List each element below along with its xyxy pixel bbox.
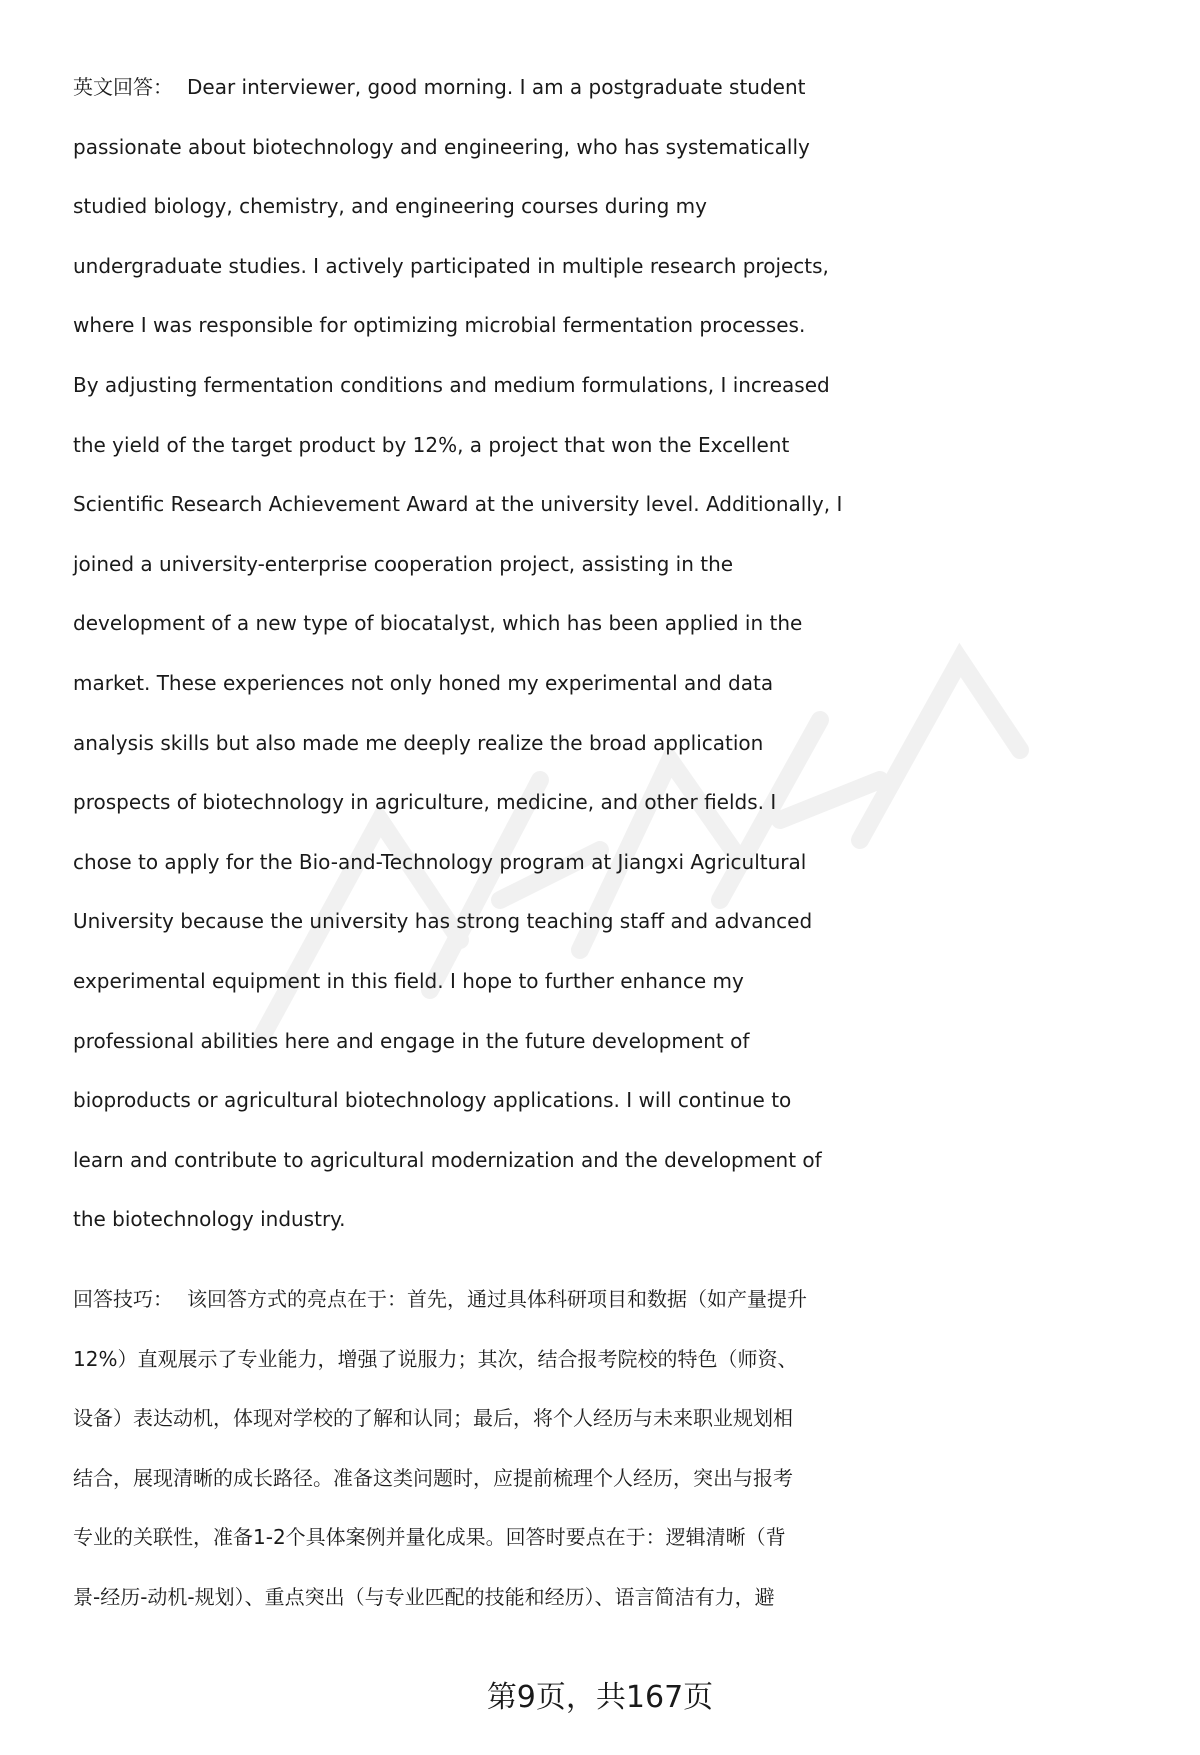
answer-line-text: Dear interviewer, good morning. I am a postgraduate student xyxy=(187,75,806,99)
tips-line: 景-经历-动机-规划）、重点突出（与专业匹配的技能和经历）、语言简洁有力，避 xyxy=(73,1584,775,1609)
answer-line: By adjusting fermentation conditions and medium formulations, I increased xyxy=(73,372,830,397)
tips-line: 设备）表达动机，体现对学校的了解和认同；最后，将个人经历与未来职业规划相 xyxy=(73,1406,793,1431)
answer-line: the biotechnology industry. xyxy=(73,1207,346,1232)
tips-label: 回答技巧： xyxy=(73,1287,173,1311)
answer-line: market. These experiences not only honed my experimental and data xyxy=(73,670,774,695)
tips-line: 结合，展现清晰的成长路径。准备这类问题时，应提前梳理个人经历，突出与报考 xyxy=(73,1465,793,1490)
answer-line: learn and contribute to agricultural modernization and the development of xyxy=(73,1147,822,1172)
answer-line: analysis skills but also made me deeply realize the broad application xyxy=(73,730,764,755)
tips-line-text: 该回答方式的亮点在于：首先，通过具体科研项目和数据（如产量提升 xyxy=(187,1287,807,1311)
answer-line: bioproducts or agricultural biotechnology applications. I will continue to xyxy=(73,1088,792,1113)
answer-line: joined a university-enterprise cooperation project, assisting in the xyxy=(73,551,734,576)
tips-line xyxy=(73,1270,1173,1330)
answer-line: experimental equipment in this field. I hope to further enhance my xyxy=(73,968,744,993)
english-answer-paragraph xyxy=(73,58,1173,1250)
tips-line: 12%）直观展示了专业能力，增强了说服力；其次，结合报考院校的特色（师资、 xyxy=(73,1346,798,1371)
answer-line: Scientific Research Achievement Award at the university level. Additionally, I xyxy=(73,492,843,517)
answer-line: passionate about biotechnology and engineering, who has systematically xyxy=(73,134,810,159)
page-number-footer: 第9页，共167页 xyxy=(486,1680,714,1715)
answer-line: undergraduate studies. I actively participated in multiple research projects, xyxy=(73,253,829,278)
answer-line: development of a new type of biocatalyst, which has been applied in the xyxy=(73,611,803,636)
answer-line: where I was responsible for optimizing microbial fermentation processes. xyxy=(73,313,806,338)
answer-line: the yield of the target product by 12%, a project that won the Excellent xyxy=(73,432,790,457)
answer-line xyxy=(73,58,1173,118)
answer-line: University because the university has strong teaching staff and advanced xyxy=(73,909,813,934)
answer-tips-paragraph xyxy=(73,1270,1173,1628)
answer-label: 英文回答： xyxy=(73,75,173,99)
answer-line: prospects of biotechnology in agriculture, medicine, and other fields. I xyxy=(73,790,777,815)
answer-line: professional abilities here and engage in the future development of xyxy=(73,1028,750,1053)
tips-line: 专业的关联性，准备1-2个具体案例并量化成果。回答时要点在于：逻辑清晰（背 xyxy=(73,1525,786,1550)
answer-line: chose to apply for the Bio-and-Technology program at Jiangxi Agricultural xyxy=(73,849,807,874)
answer-line: studied biology, chemistry, and engineering courses during my xyxy=(73,194,707,219)
